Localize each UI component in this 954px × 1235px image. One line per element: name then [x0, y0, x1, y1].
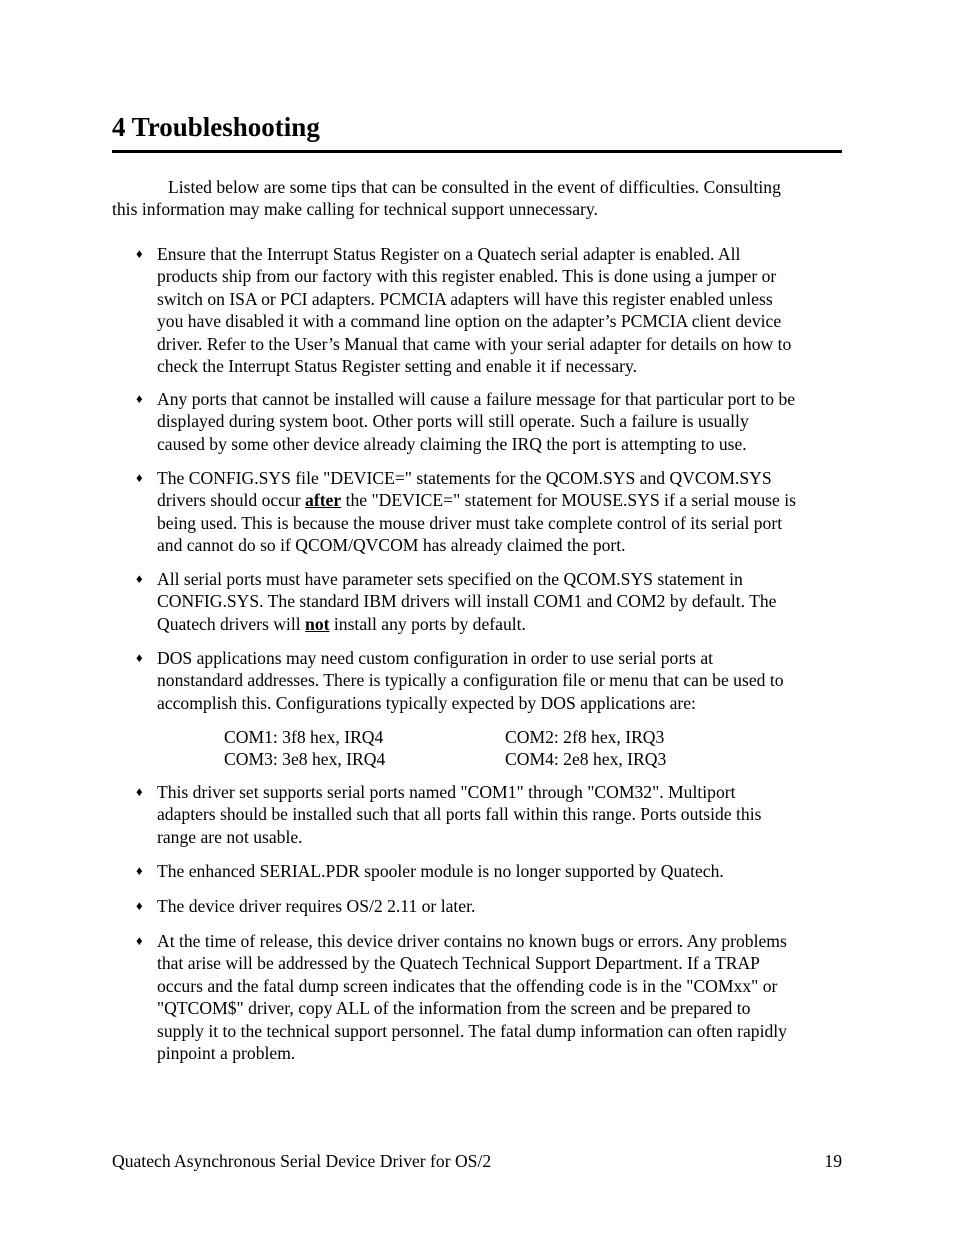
text-segment: drivers should occur [157, 490, 306, 511]
diamond-bullet-icon: ♦ [136, 470, 143, 485]
text-line: supply it to the technical support personnel. The fatal dump information can often rapidly [157, 1020, 787, 1041]
text-line: Any ports that cannot be installed will cause a failure message for that particular port to be [157, 389, 796, 409]
com1-config: COM1: 3f8 hex, IRQ4 [224, 727, 384, 747]
text-line: you have disabled it with a command line option on the adapter’s PCMCIA client device [157, 311, 782, 332]
text-line [157, 489, 796, 511]
text-line: This driver set supports serial ports named "COM1" through "COM32". Multiport [157, 782, 736, 802]
text-line: All serial ports must have parameter sets specified on the QCOM.SYS statement in [157, 569, 743, 589]
text-line: caused by some other device already claiming the IRQ the port is attempting to use. [157, 433, 747, 454]
text-line: driver. Refer to the User’s Manual that came with your serial adapter for details on how to [157, 333, 792, 354]
emphasized-word: not [305, 613, 330, 634]
text-line: The CONFIG.SYS file "DEVICE=" statements for the QCOM.SYS and QVCOM.SYS [157, 468, 772, 488]
text-line: Ensure that the Interrupt Status Register on a Quatech serial adapter is enabled. All [157, 244, 741, 264]
com3-config: COM3: 3e8 hex, IRQ4 [224, 749, 386, 770]
text-line: adapters should be installed such that all ports fall within this range. Ports outside this [157, 804, 762, 825]
bullet-text [157, 895, 475, 917]
text-line: switch on ISA or PCI adapters. PCMCIA adapters will have this register enabled unless [157, 288, 773, 309]
text-segment: Quatech drivers will [157, 613, 306, 634]
bullet-text [157, 860, 724, 882]
intro-line: Listed below are some tips that can be consulted in the event of difficulties. Consulting [168, 177, 781, 197]
text-line: accomplish this. Configurations typically expected by DOS applications are: [157, 692, 696, 713]
text-line: range are not usable. [157, 826, 303, 847]
text-line: DOS applications may need custom configuration in order to use serial ports at [157, 648, 714, 668]
text-line: nonstandard addresses. There is typically a configuration file or menu that can be used to [157, 670, 784, 691]
bullet-text [157, 243, 791, 377]
text-segment: install any ports by default. [329, 613, 526, 634]
diamond-bullet-icon: ♦ [136, 571, 143, 586]
text-line: "QTCOM$" driver, copy ALL of the information from the screen and be prepared to [157, 998, 751, 1019]
emphasized-word: after [305, 490, 342, 511]
bullet-text [157, 467, 796, 557]
footer-title: Quatech Asynchronous Serial Device Driver for OS/2 [112, 1151, 492, 1171]
text-line: products ship from our factory with this register enabled. This is done using a jumper or [157, 266, 777, 287]
com4-config: COM4: 2e8 hex, IRQ3 [505, 749, 667, 770]
text-line: and cannot do so if QCOM/QVCOM has already claimed the port. [157, 535, 626, 556]
intro-paragraph [112, 176, 842, 221]
bullet-text [157, 930, 787, 1064]
bullet-text [157, 568, 777, 635]
com-table-col-2 [505, 726, 666, 771]
diamond-bullet-icon: ♦ [136, 246, 143, 261]
text-line: CONFIG.SYS. The standard IBM drivers will install COM1 and COM2 by default. The [157, 591, 777, 612]
text-line: The enhanced SERIAL.PDR spooler module is no longer supported by Quatech. [157, 861, 724, 881]
bullet-text [157, 388, 795, 455]
text-line: pinpoint a problem. [157, 1042, 296, 1063]
diamond-bullet-icon: ♦ [136, 863, 143, 878]
text-line: that arise will be addressed by the Quatech Technical Support Department. If a TRAP [157, 953, 760, 974]
bullet-text [157, 781, 761, 848]
com-table-col-1 [224, 726, 385, 771]
text-line: displayed during system boot. Other ports will still operate. Such a failure is usually [157, 411, 749, 432]
text-line: The device driver requires OS/2 2.11 or later. [157, 896, 476, 916]
diamond-bullet-icon: ♦ [136, 784, 143, 799]
text-line: check the Interrupt Status Register setting and enable it if necessary. [157, 355, 638, 376]
text-line: occurs and the fatal dump screen indicates that the offending code is in the "COMxx" or [157, 975, 778, 996]
text-line: being used. This is because the mouse driver must take complete control of its serial port [157, 512, 783, 533]
heading-rule [112, 150, 842, 153]
text-line [157, 613, 777, 635]
diamond-bullet-icon: ♦ [136, 650, 143, 665]
page-number: 19 [824, 1151, 842, 1171]
diamond-bullet-icon: ♦ [136, 391, 143, 406]
text-line: At the time of release, this device driver contains no known bugs or errors. Any problems [157, 931, 787, 951]
section-heading: 4 Troubleshooting [112, 112, 320, 142]
com2-config: COM2: 2f8 hex, IRQ3 [505, 727, 665, 747]
diamond-bullet-icon: ♦ [136, 898, 143, 913]
bullet-text [157, 647, 784, 714]
diamond-bullet-icon: ♦ [136, 933, 143, 948]
intro-line: this information may make calling for technical support unnecessary. [112, 199, 598, 220]
text-segment: the "DEVICE=" statement for MOUSE.SYS if a serial mouse is [341, 490, 796, 511]
